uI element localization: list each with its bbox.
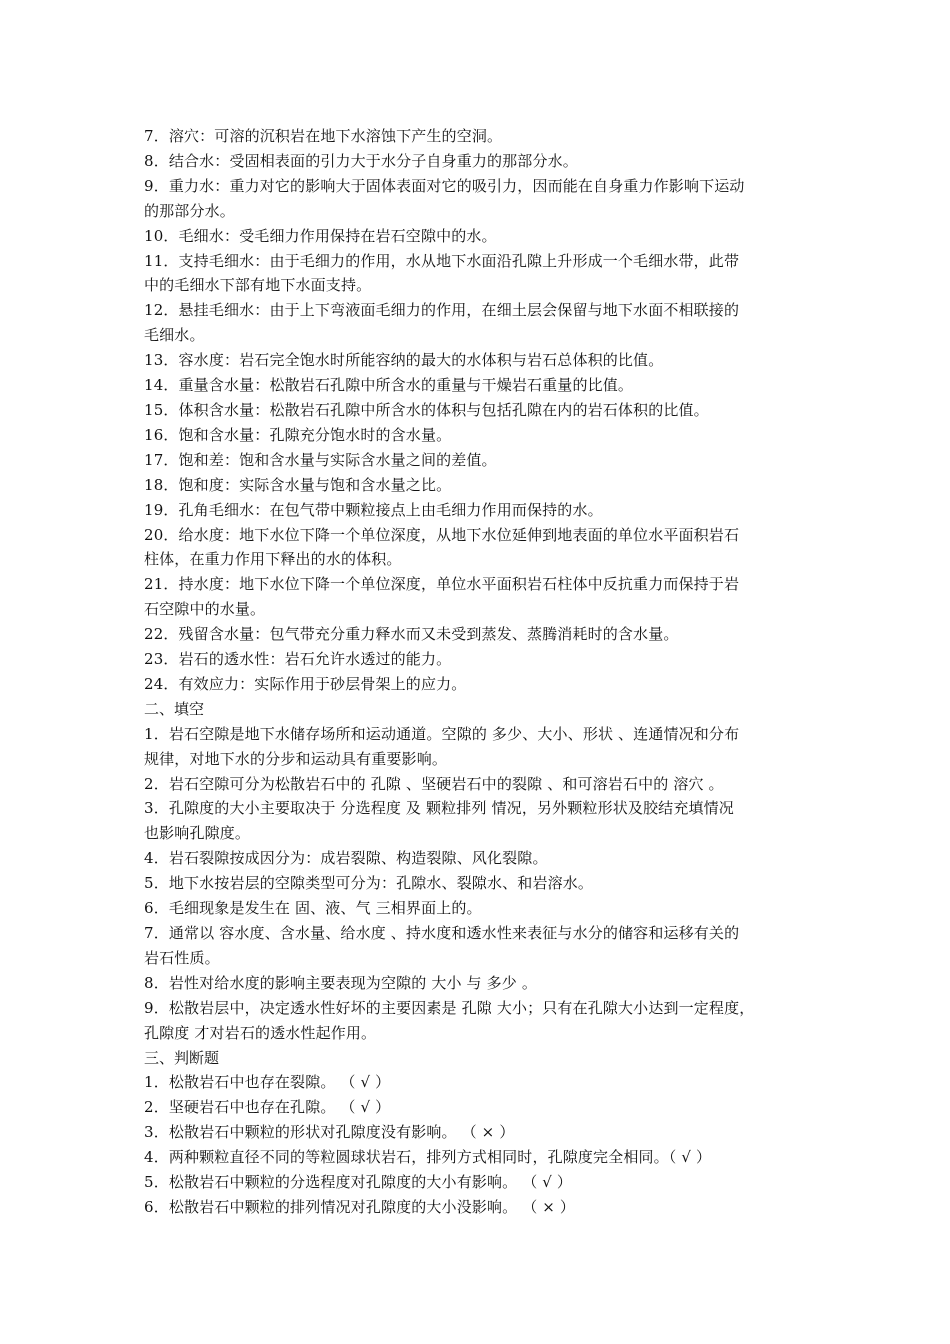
definition-12-line-2: 毛细水。 [144, 326, 205, 345]
true-false-6: 6．松散岩石中颗粒的排列情况对孔隙度的大小没影响。 （ × ） [144, 1197, 576, 1216]
true-false-5: 5．松散岩石中颗粒的分选程度对孔隙度的大小有影响。 （ √ ） [144, 1173, 573, 1192]
definition-12-line-1: 12．悬挂毛细水：由于上下弯液面毛细力的作用，在细土层会保留与地下水面不相联接的 [144, 301, 740, 320]
fill-in-5: 5．地下水按岩层的空隙类型可分为：孔隙水、裂隙水、和岩溶水。 [144, 874, 594, 893]
definition-18: 18．饱和度：实际含水量与饱和含水量之比。 [144, 475, 452, 494]
definition-24: 24．有效应力：实际作用于砂层骨架上的应力。 [144, 674, 467, 693]
definition-21-line-2: 石空隙中的水量。 [144, 600, 266, 619]
definition-22: 22．残留含水量：包气带充分重力释水而又未受到蒸发、蒸腾消耗时的含水量。 [144, 625, 679, 644]
definition-9-line-1: 9．重力水：重力对它的影响大于固体表面对它的吸引力，因而能在自身重力作影响下运动 [144, 176, 745, 195]
document-page [144, 124, 814, 1220]
definition-17: 17．饱和差：饱和含水量与实际含水量之间的差值。 [144, 450, 497, 469]
definition-8: 8．结合水：受固相表面的引力大于水分子自身重力的那部分水。 [144, 151, 578, 170]
fill-in-8: 8．岩性对给水度的影响主要表现为空隙的 大小 与 多少 。 [144, 973, 537, 992]
true-false-1: 1．松散岩石中也存在裂隙。 （ √ ） [144, 1073, 391, 1092]
definition-21-line-1: 21．持水度：地下水位下降一个单位深度，单位水平面积岩石柱体中反抗重力而保持于岩 [144, 575, 740, 594]
definition-16: 16．饱和含水量：孔隙充分饱水时的含水量。 [144, 425, 452, 444]
definition-10: 10．毛细水：受毛细力作用保持在岩石空隙中的水。 [144, 226, 497, 245]
fill-in-9-line-1: 9．松散岩层中，决定透水性好坏的主要因素是 孔隙 大小；只有在孔隙大小达到一定程度， [144, 998, 755, 1017]
fill-in-2: 2．岩石空隙可分为松散岩石中的 孔隙 、坚硬岩石中的裂隙 、和可溶岩石中的 溶穴 。 [144, 774, 724, 793]
definition-14: 14．重量含水量：松散岩石孔隙中所含水的重量与干燥岩石重量的比值。 [144, 376, 634, 395]
fill-in-3-line-1: 3．孔隙度的大小主要取决于 分选程度 及 颗粒排列 情况，另外颗粒形状及胶结充填情况 [144, 799, 734, 818]
true-false-2: 2．坚硬岩石中也存在孔隙。 （ √ ） [144, 1098, 391, 1117]
definition-15: 15．体积含水量：松散岩石孔隙中所含水的体积与包括孔隙在内的岩石体积的比值。 [144, 400, 709, 419]
fill-in-1-line-1: 1．岩石空隙是地下水储存场所和运动通道。空隙的 多少、大小、形状 、连通情况和分布 [144, 724, 740, 743]
definition-13: 13．容水度：岩石完全饱水时所能容纳的最大的水体积与岩石总体积的比值。 [144, 351, 664, 370]
definition-11-line-2: 中的毛细水下部有地下水面支持。 [144, 276, 372, 295]
definition-20-line-1: 20．给水度：地下水位下降一个单位深度，从地下水位延伸到地表面的单位水平面积岩石 [144, 525, 740, 544]
fill-in-9-line-2: 孔隙度 才对岩石的透水性起作用。 [144, 1023, 377, 1042]
fill-in-7-line-2: 岩石性质。 [144, 948, 220, 967]
definition-19: 19．孔角毛细水：在包气带中颗粒接点上由毛细力作用而保持的水。 [144, 500, 603, 519]
fill-in-6: 6．毛细现象是发生在 固、液、气 三相界面上的。 [144, 899, 482, 918]
true-false-4: 4．两种颗粒直径不同的等粒圆球状岩石，排列方式相同时，孔隙度完全相同。（ √ ） [144, 1148, 712, 1167]
definition-9-line-2: 的那部分水。 [144, 201, 235, 220]
definition-20-line-2: 柱体，在重力作用下释出的水的体积。 [144, 550, 402, 569]
section-heading-fill-in: 二、填空 [144, 699, 205, 718]
section-heading-true-false: 三、判断题 [144, 1048, 220, 1067]
definition-11-line-1: 11．支持毛细水：由于毛细力的作用，水从地下水面沿孔隙上升形成一个毛细水带，此带 [144, 251, 740, 270]
true-false-3: 3．松散岩石中颗粒的形状对孔隙度没有影响。 （ × ） [144, 1123, 515, 1142]
definition-7: 7．溶穴：可溶的沉积岩在地下水溶蚀下产生的空洞。 [144, 127, 503, 145]
definition-23: 23．岩石的透水性：岩石允许水透过的能力。 [144, 650, 452, 669]
fill-in-3-line-2: 也影响孔隙度。 [144, 824, 251, 843]
fill-in-7-line-1: 7．通常以 容水度、含水量、给水度 、持水度和透水性来表征与水分的储容和运移有关的 [144, 924, 740, 942]
fill-in-4: 4．岩石裂隙按成因分为：成岩裂隙、构造裂隙、风化裂隙。 [144, 849, 548, 868]
fill-in-1-line-2: 规律，对地下水的分步和运动具有重要影响。 [144, 749, 448, 768]
